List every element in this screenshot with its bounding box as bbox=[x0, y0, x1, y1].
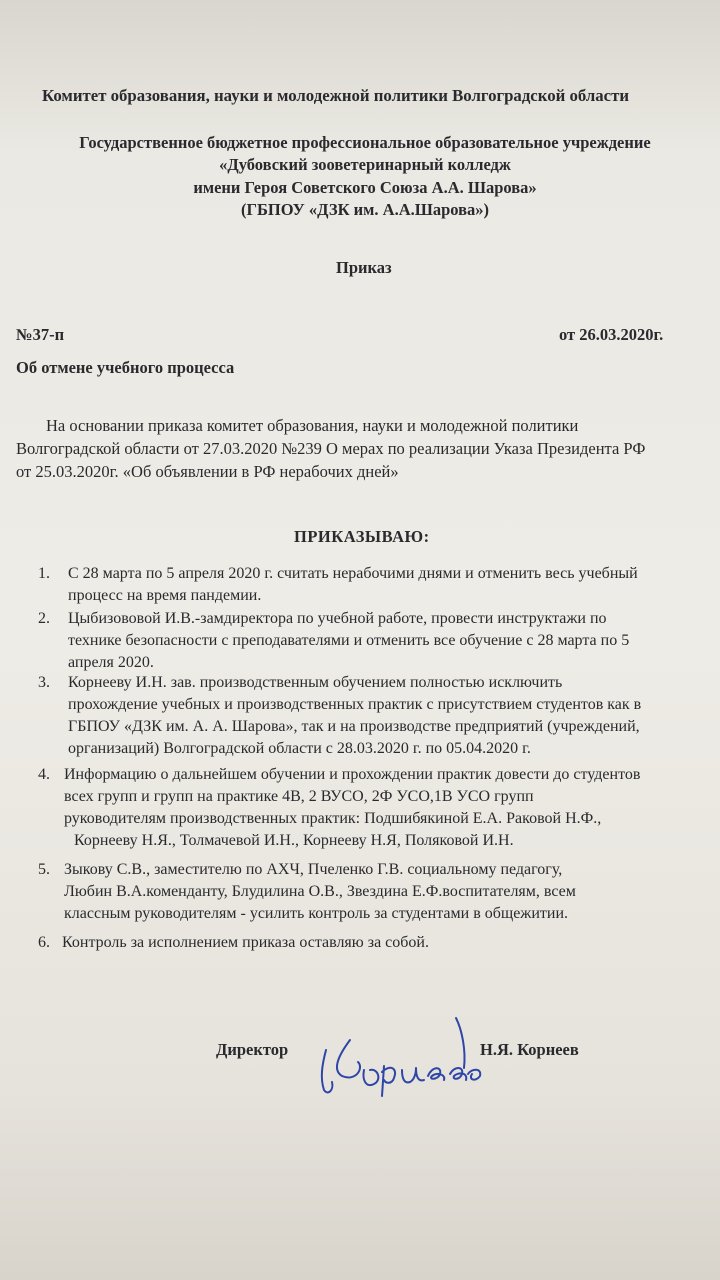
item-text-line: Корнееву И.Н. зав. производственным обучением полностью исключить bbox=[68, 674, 563, 691]
item-number: 4. bbox=[38, 766, 50, 783]
basis-line-3: от 25.03.2020г. «Об объявлении в РФ нерабочих дней» bbox=[16, 462, 399, 481]
order-item-6 bbox=[38, 932, 720, 954]
order-item-4 bbox=[38, 764, 720, 852]
institution-line-1: Государственное бюджетное профессиональное образовательное учреждение bbox=[79, 133, 651, 152]
order-word: ПРИКАЗЫВАЮ: bbox=[294, 527, 430, 546]
item-text-line: всех групп и групп на практике 4В, 2 ВУСО, 2Ф УСО,1В УСО групп bbox=[64, 788, 534, 805]
item-text-line: классным руководителям - усилить контроль за студентами в общежитии. bbox=[64, 905, 569, 922]
item-text-line: руководителям производственных практик: Подшибякиной Е.А. Раковой Н.Ф., bbox=[64, 810, 602, 827]
item-text-line: прохождение учебных и производственных практик с присутствием студентов как в bbox=[68, 696, 642, 713]
order-item-2 bbox=[38, 608, 720, 674]
item-text-line: Информацию о дальнейшем обучении и прохождении практик довести до студентов bbox=[64, 766, 641, 783]
item-text-line: технике безопасности с преподавателями и отменить все обучение с 28 марта по 5 bbox=[68, 632, 630, 649]
doc-type-title: Приказ bbox=[336, 258, 392, 277]
item-number: 1. bbox=[38, 565, 50, 582]
basis-line-2: Волгоградской области от 27.03.2020 №239 О мерах по реализации Указа Президента РФ bbox=[16, 439, 646, 458]
item-text-line: Любин В.А.коменданту, Блудилина О.В., Звездина Е.Ф.воспитателям, всем bbox=[64, 883, 576, 900]
item-number: 2. bbox=[38, 610, 50, 627]
order-number: №37-п bbox=[16, 325, 65, 344]
order-item-3 bbox=[38, 672, 720, 760]
item-text-line: организаций) Волгоградской области с 28.03.2020 г. по 05.04.2020 г. bbox=[68, 740, 531, 757]
institution-line-3: имени Героя Советского Союза А.А. Шарова» bbox=[193, 178, 537, 197]
institution-abbrev: (ГБПОУ «ДЗК им. А.А.Шарова») bbox=[240, 200, 490, 219]
signature-position: Директор bbox=[216, 1040, 289, 1059]
item-number: 6. bbox=[38, 934, 50, 951]
item-text-line: ГБПОУ «ДЗК им. А. А. Шарова», так и на производстве предприятий (учреждений, bbox=[68, 718, 640, 735]
item-text-line: апреля 2020. bbox=[68, 654, 154, 671]
item-text-line: процесс на время пандемии. bbox=[68, 587, 262, 604]
signature-scribble-icon bbox=[306, 1010, 496, 1110]
item-text-line: С 28 марта по 5 апреля 2020 г. считать нерабочими днями и отменить весь учебный bbox=[68, 565, 638, 582]
signature-name: Н.Я. Корнеев bbox=[480, 1040, 579, 1059]
institution-line-2: «Дубовский зооветеринарный колледж bbox=[219, 155, 511, 174]
basis-line-1: На основании приказа комитет образования, науки и молодежной политики bbox=[46, 416, 579, 435]
item-number: 3. bbox=[38, 674, 50, 691]
item-number: 5. bbox=[38, 861, 50, 878]
committee-title: Комитет образования, науки и молодежной политики Волгоградской области bbox=[42, 86, 629, 105]
item-text-line: Корнееву Н.Я., Толмачевой И.Н., Корнееву Н.Я, Поляковой И.Н. bbox=[74, 832, 514, 849]
order-item-5 bbox=[38, 859, 720, 925]
order-date: от 26.03.2020г. bbox=[559, 325, 664, 344]
item-text-line: Цыбизововой И.В.-замдиректора по учебной работе, провести инструктажи по bbox=[68, 610, 607, 627]
order-subject: Об отмене учебного процесса bbox=[16, 358, 235, 377]
item-text-line: Зыкову С.В., заместителю по АХЧ, Пчеленко Г.В. социальному педагогу, bbox=[64, 861, 563, 878]
order-item-1 bbox=[38, 563, 720, 607]
item-text-line: Контроль за исполнением приказа оставляю за собой. bbox=[62, 934, 429, 951]
handwritten-signature bbox=[306, 1010, 496, 1110]
